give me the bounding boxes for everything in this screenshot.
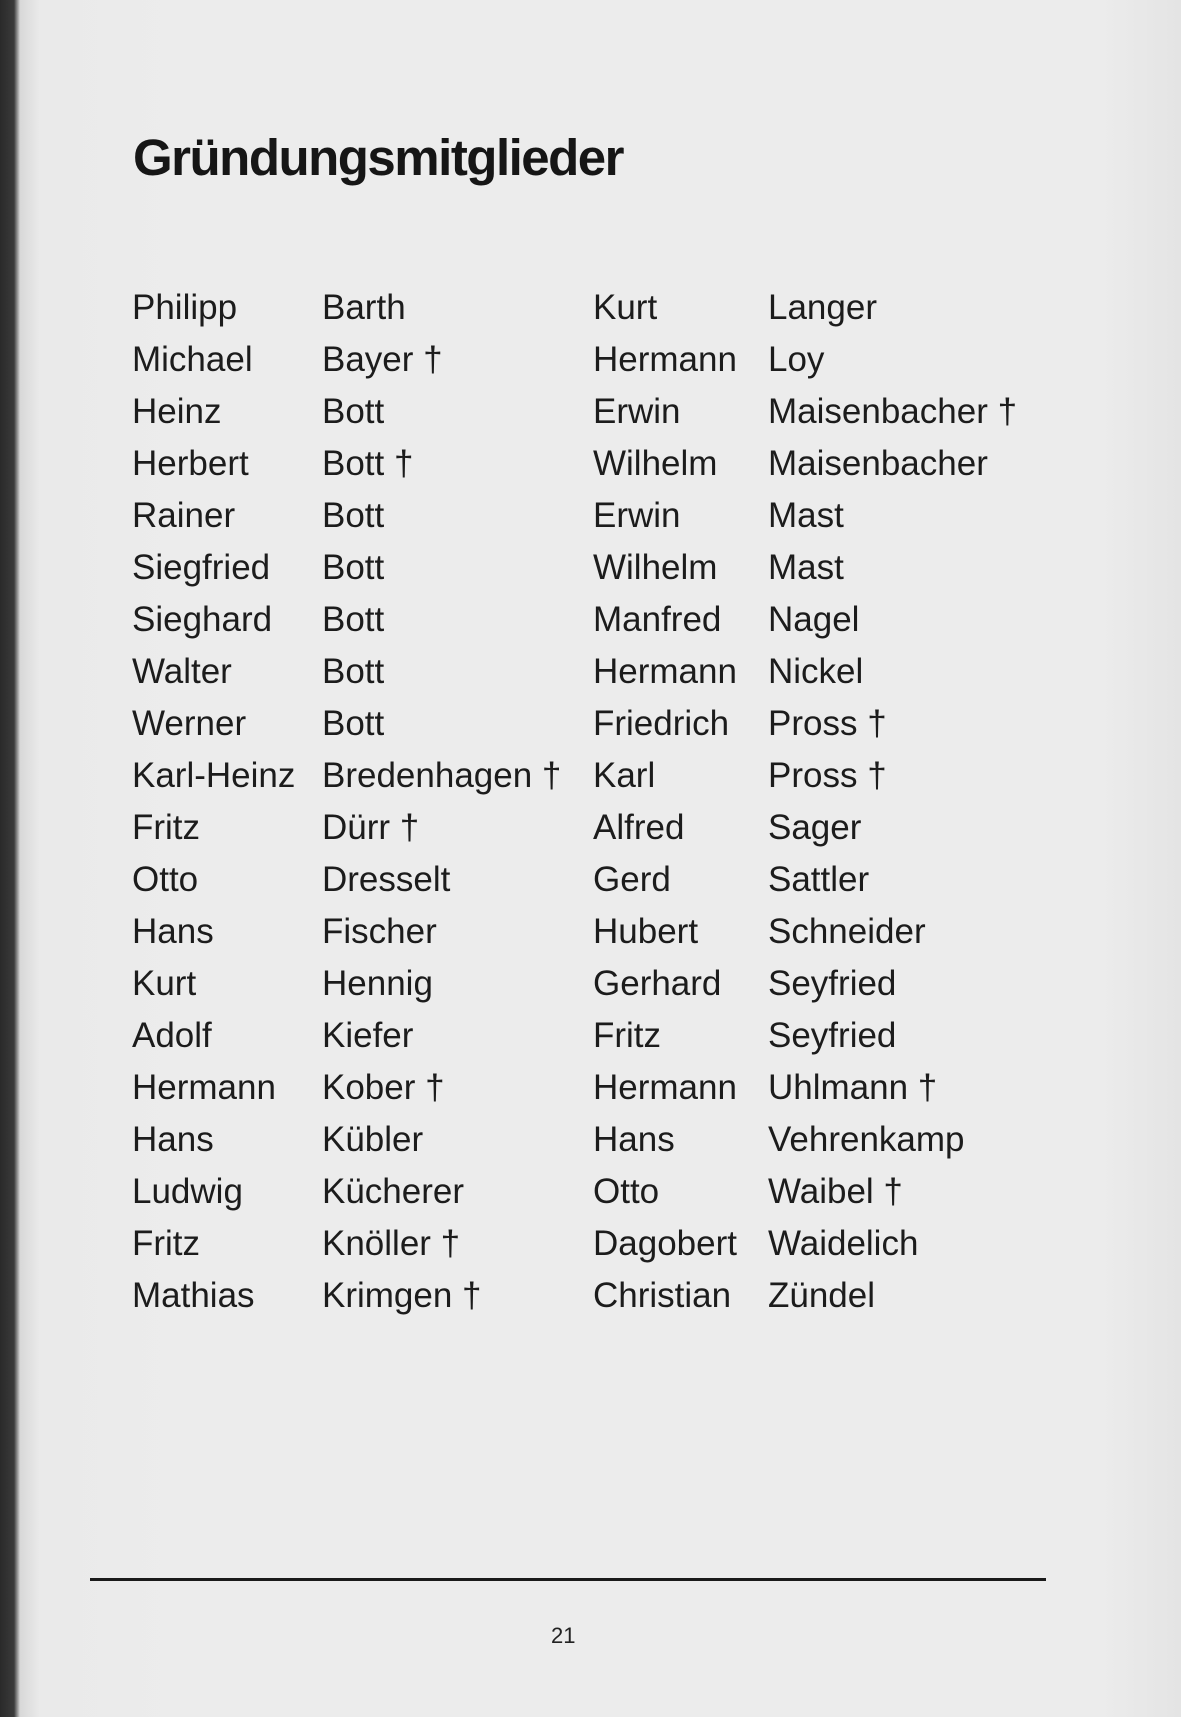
last-name: Zündel <box>768 1276 876 1315</box>
left-last-name-column <box>322 282 561 1322</box>
first-name: Fritz <box>132 1224 201 1263</box>
first-name: Hans <box>593 1120 675 1159</box>
last-name: Waidelich <box>768 1224 919 1263</box>
first-name: Fritz <box>132 808 201 847</box>
last-name: Bott <box>322 392 385 431</box>
first-name: Hermann <box>593 1068 737 1107</box>
last-name: Vehrenkamp <box>768 1120 965 1159</box>
first-name: Karl <box>593 756 656 795</box>
last-name: Waibel † <box>768 1172 903 1211</box>
first-name: Adolf <box>132 1016 212 1055</box>
last-name: Bott <box>322 652 385 691</box>
last-name: Kober † <box>322 1068 445 1107</box>
right-first-name-column <box>593 282 737 1322</box>
first-name: Ludwig <box>132 1172 243 1211</box>
last-name: Bott <box>322 600 385 639</box>
right-last-name-column <box>768 282 1017 1322</box>
last-name: Seyfried <box>768 1016 897 1055</box>
first-name: Dagobert <box>593 1224 737 1263</box>
first-name: Walter <box>132 652 232 691</box>
last-name: Knöller † <box>322 1224 461 1263</box>
first-name: Heinz <box>132 392 222 431</box>
last-name: Bredenhagen † <box>322 756 562 795</box>
first-name: Herbert <box>132 444 249 483</box>
first-name: Hermann <box>132 1068 276 1107</box>
first-name: Hermann <box>593 340 737 379</box>
last-name: Bott † <box>322 444 414 483</box>
first-name: Gerhard <box>593 964 722 1003</box>
first-name: Werner <box>132 704 247 743</box>
first-name: Erwin <box>593 392 681 431</box>
first-name: Kurt <box>132 964 197 1003</box>
first-name: Mathias <box>132 1276 255 1315</box>
first-name: Hubert <box>593 912 699 951</box>
first-name: Kurt <box>593 288 658 327</box>
first-name: Erwin <box>593 496 681 535</box>
last-name: Fischer <box>322 912 437 951</box>
last-name: Nagel <box>768 600 860 639</box>
last-name: Bott <box>322 496 385 535</box>
last-name: Maisenbacher <box>768 444 988 483</box>
last-name: Pross † <box>768 704 887 743</box>
last-name: Seyfried <box>768 964 897 1003</box>
last-name: Maisenbacher † <box>768 392 1018 431</box>
first-name: Rainer <box>132 496 236 535</box>
first-name: Siegfried <box>132 548 271 587</box>
last-name: Dresselt <box>322 860 451 899</box>
last-name: Hennig <box>322 964 433 1003</box>
last-name: Mast <box>768 548 844 587</box>
last-name: Loy <box>768 340 825 379</box>
last-name: Kücherer <box>322 1172 465 1211</box>
page-title: Gründungsmitglieder <box>133 129 624 186</box>
last-name: Bayer † <box>322 340 443 379</box>
first-name: Sieghard <box>132 600 273 639</box>
last-name: Krimgen † <box>322 1276 482 1315</box>
first-name: Otto <box>132 860 199 899</box>
first-name: Gerd <box>593 860 671 899</box>
last-name: Nickel <box>768 652 864 691</box>
last-name: Uhlmann † <box>768 1068 938 1107</box>
last-name: Sager <box>768 808 862 847</box>
first-name: Hermann <box>593 652 737 691</box>
first-name: Hans <box>132 1120 214 1159</box>
footer-divider <box>90 1578 1046 1581</box>
last-name: Barth <box>322 288 406 327</box>
first-name: Wilhelm <box>593 444 718 483</box>
first-name: Wilhelm <box>593 548 718 587</box>
first-name: Fritz <box>593 1016 662 1055</box>
page-number: 21 <box>551 1623 576 1648</box>
last-name: Dürr † <box>322 808 420 847</box>
last-name: Bott <box>322 704 385 743</box>
first-name: Alfred <box>593 808 685 847</box>
last-name: Schneider <box>768 912 926 951</box>
last-name: Kiefer <box>322 1016 414 1055</box>
last-name: Mast <box>768 496 844 535</box>
last-name: Sattler <box>768 860 870 899</box>
last-name: Bott <box>322 548 385 587</box>
first-name: Manfred <box>593 600 722 639</box>
first-name: Otto <box>593 1172 660 1211</box>
last-name: Kübler <box>322 1120 424 1159</box>
left-first-name-column <box>132 282 295 1322</box>
first-name: Michael <box>132 340 253 379</box>
first-name: Christian <box>593 1276 732 1315</box>
first-name: Philipp <box>132 288 238 327</box>
last-name: Langer <box>768 288 877 327</box>
last-name: Pross † <box>768 756 887 795</box>
first-name: Hans <box>132 912 214 951</box>
first-name: Friedrich <box>593 704 730 743</box>
first-name: Karl-Heinz <box>132 756 296 795</box>
